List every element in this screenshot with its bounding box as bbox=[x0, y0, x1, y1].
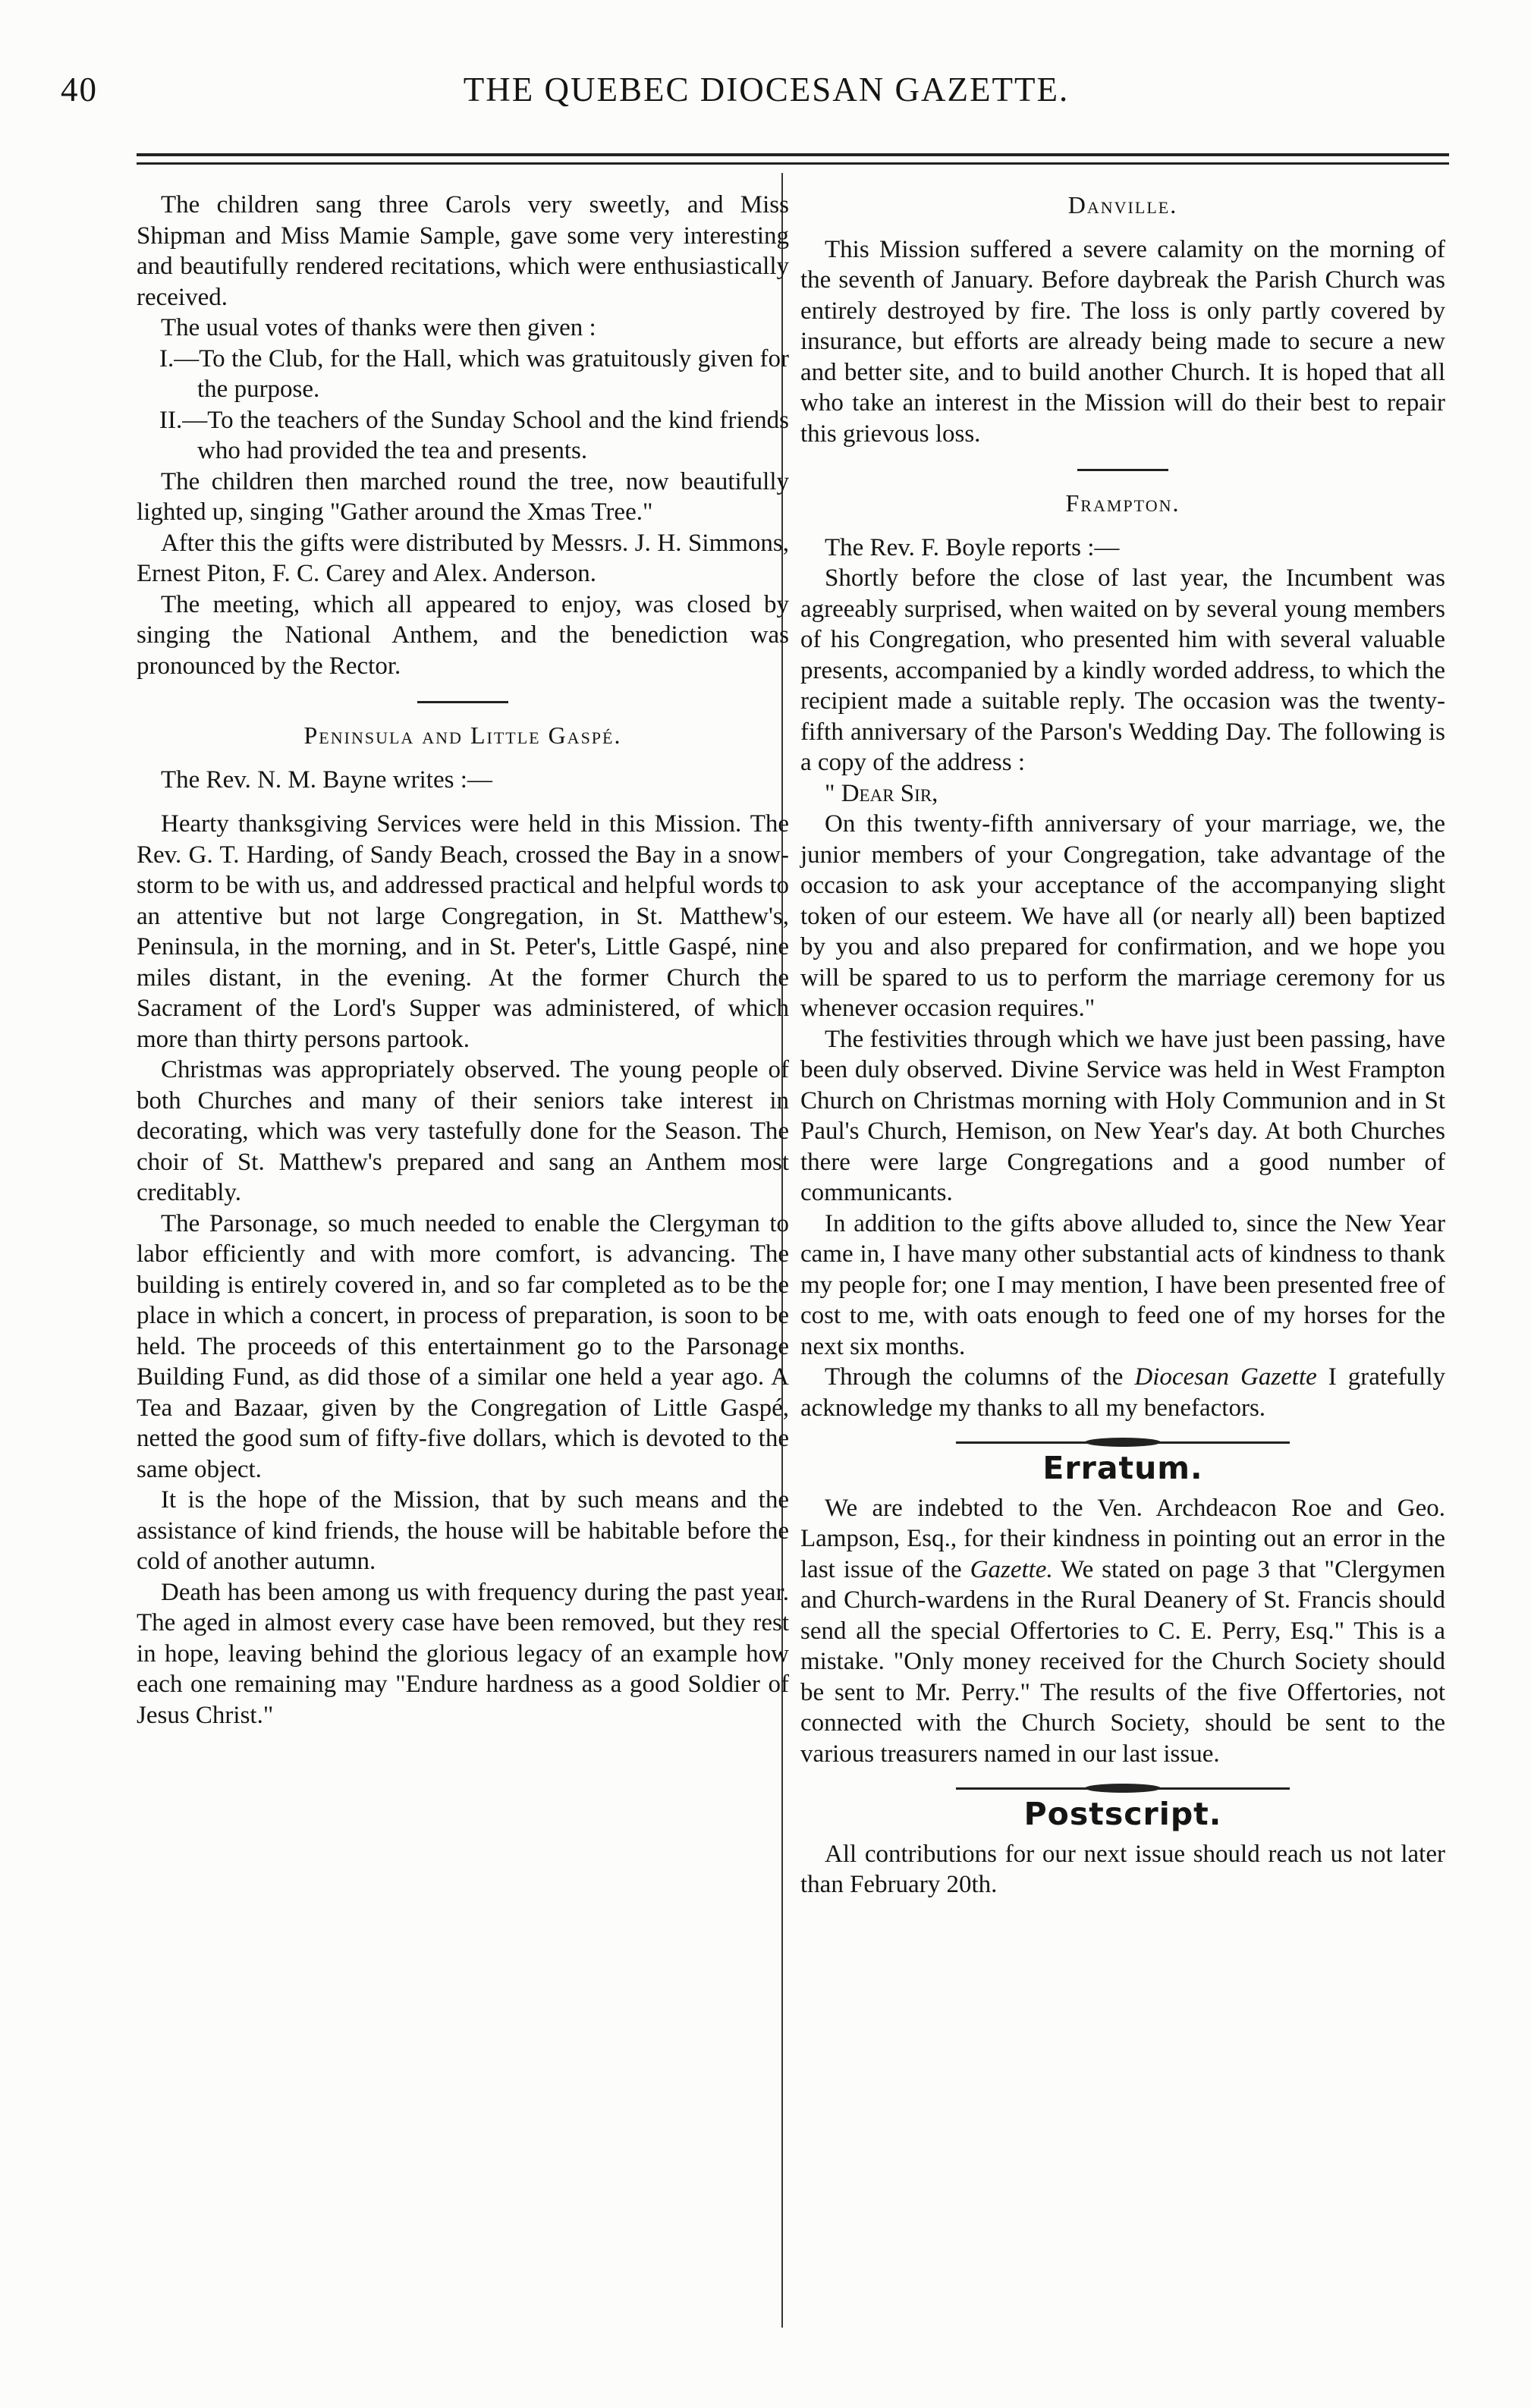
erratum-title: Erratum. bbox=[1042, 1450, 1203, 1486]
paragraph: Christmas was appropriately observed. The young people of both Churches and many of their seniors take interest in decorating, which was very tastefully done for the Season. The choir of St. Matthew's prepared and sang an Anthem most creditably. bbox=[137, 1056, 789, 1206]
postscript-title: Postscript. bbox=[1023, 1796, 1222, 1832]
section-heading-peninsula: Peninsula and Little Gaspé. bbox=[303, 721, 622, 749]
paragraph: This Mission suffered a severe calamity on the morning of the seventh of January. Before daybreak the Parish Church was entirely destroyed by fire. The loss is only partly covered by insurance, but efforts are already being made to secure a new and better site, and to build another Church. It is hoped that all who take an interest in the Mission will do their best to repair this grievous loss. bbox=[800, 235, 1445, 448]
paragraph bbox=[800, 1362, 1445, 1423]
paragraph: The children sang three Carols very sweetly, and Miss Shipman and Miss Mamie Sample, gave some very interesting and beautifully rendered recitations, which were enthusiastically received. bbox=[137, 191, 789, 311]
publication-name: Diocesan Gazette bbox=[1134, 1363, 1317, 1391]
section-heading-frampton: Frampton. bbox=[1065, 489, 1180, 517]
paragraph: The meeting, which all appeared to enjoy, was closed by singing the National Anthem, and the benediction was pronounced by the Rector. bbox=[137, 590, 789, 680]
paragraph: The children then marched round the tree, now beautifully lighted up, singing "Gather around the Xmas Tree." bbox=[137, 467, 789, 526]
header-rule-bottom bbox=[137, 162, 1449, 165]
right-column bbox=[800, 190, 1445, 1900]
section-heading-danville: Danville. bbox=[1067, 191, 1178, 218]
paragraph: After this the gifts were distributed by Messrs. J. H. Simmons, Ernest Piton, F. C. Carey and Alex. Anderson. bbox=[137, 529, 789, 587]
paragraph: In addition to the gifts above alluded to, since the New Year came in, I have many other substantial acts of kindness to thank my people for; one I may mention, I have been presented free of cost to me, with oats enough to feed one of my horses for the next six months. bbox=[800, 1209, 1445, 1360]
text-run: We are indebted to the Ven. Archdeacon Roe and Geo. Lampson, Esq., for their kindness in pointing out an error in the last issue of the bbox=[800, 1494, 1445, 1583]
byline: The Rev. N. M. Bayne writes :— bbox=[161, 765, 492, 794]
left-column bbox=[137, 190, 789, 1731]
list-item: II.—To the teachers of the Sunday School and the kind friends who had provided the tea and presents. bbox=[159, 406, 789, 464]
paragraph: Shortly before the close of last year, the Incumbent was agreeably surprised, when waited on by several young members of his Congregation, who presented him with several valuable presents, accompanied by a kindly worded address, to which the recipient made a suitable reply. The occasion was the twenty-fifth anniversary of the Parson's Wedding Day. The following is a copy of the address : bbox=[800, 564, 1445, 776]
ornamental-divider bbox=[956, 1787, 1290, 1790]
page-header bbox=[53, 70, 1479, 123]
paragraph: The Parsonage, so much needed to enable the Clergyman to labor efficiently and with more comfort, is advancing. The building is entirely covered in, and so far completed as to be the place in which a concert, in process of preparation, is soon to be held. The proceeds of this entertainment go to the Parsonage Building Fund, as did those of a similar one held a year ago. A Tea and Bazaar, given by the Congregation of Little Gaspé, netted the good sum of fifty-five dollars, which is devoted to the same object. bbox=[137, 1209, 789, 1483]
paragraph: On this twenty-fifth anniversary of your marriage, we, the junior members of your Congregation, take advantage of the occasion to ask your acceptance of the accompanying slight token of our esteem. We have all (or nearly all) been baptized by you and also prepared for confirmation, and we hope you will be spared to us to perform the marriage ceremony for us whenever occasion requires." bbox=[800, 810, 1445, 1022]
thanks-list bbox=[137, 344, 789, 467]
text-run: Through the columns of the bbox=[825, 1363, 1135, 1391]
paragraph: The festivities through which we have just been passing, have been duly observed. Divine Service was held in West Frampton Church on Christmas morning with Holy Communion and in St Paul's Church, Hemison, on New Year's day. At both Churches there were large Congregations and a good number of communicants. bbox=[800, 1025, 1445, 1206]
paragraph: Death has been among us with frequency during the past year. The aged in almost every case have been removed, but they rest in hope, leaving behind the glorious legacy of an example how each one remaining may "Endure hardness as a good Soldier of Jesus Christ." bbox=[137, 1578, 789, 1729]
section-divider bbox=[417, 701, 508, 703]
running-head-title: THE QUEBEC DIOCESAN GAZETTE. bbox=[463, 71, 1070, 108]
page-number: 40 bbox=[61, 71, 98, 108]
paragraph: Hearty thanksgiving Services were held in this Mission. The Rev. G. T. Harding, of Sandy Beach, crossed the Bay in a snow-storm to be with us, and addressed practical and helpful words to an attentive but not large Congregation, in St. Matthew's, Peninsula, in the morning, and in St. Peter's, Little Gaspé, nine miles distant, in the evening. At the former Church the Sacrament of the Lord's Supper was administered, of which more than thirty persons partook. bbox=[137, 810, 789, 1053]
letter-salutation: " Dear Sir, bbox=[825, 779, 938, 807]
header-rule-top bbox=[137, 153, 1449, 156]
publication-name: Gazette. bbox=[970, 1555, 1053, 1583]
paragraph bbox=[800, 1493, 1445, 1770]
text-run: We stated on page 3 that "Clergymen and Church-wardens in the Rural Deanery of St. Francis should send all the special Offertories to C. E. Perry, Esq." This is a mistake. "Only money received for the Church Society should be sent to Mr. Perry." The results of the five Offertories, not connected with the Church Society, should be sent to the various treasurers named in our last issue. bbox=[800, 1555, 1446, 1768]
text-run: I gratefully acknowledge my thanks to all my benefactors. bbox=[800, 1363, 1445, 1422]
paragraph: It is the hope of the Mission, that by such means and the assistance of kind friends, the house will be habitable before the cold of another autumn. bbox=[137, 1486, 789, 1575]
ornamental-divider bbox=[956, 1441, 1290, 1444]
paragraph: All contributions for our next issue should reach us not later than February 20th. bbox=[800, 1840, 1445, 1898]
paragraph: The usual votes of thanks were then given : bbox=[161, 314, 596, 341]
list-item: I.—To the Club, for the Hall, which was gratuitously given for the purpose. bbox=[159, 344, 789, 403]
byline: The Rev. F. Boyle reports :— bbox=[825, 533, 1120, 561]
section-divider bbox=[1077, 469, 1168, 471]
